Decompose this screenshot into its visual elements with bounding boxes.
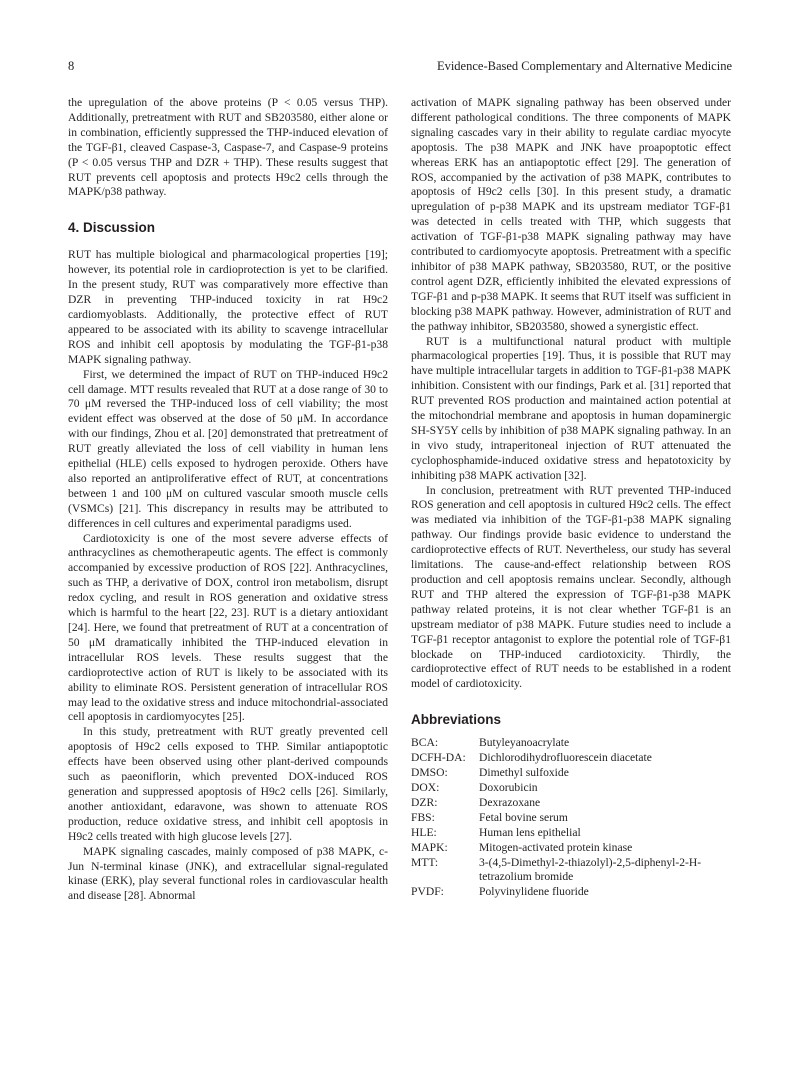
discussion-paragraph-5: MAPK signaling cascades, mainly composed of p38 MAPK, c-Jun N-terminal kinase (JNK), and extracellular signal-regulated kinase (ERK), play several functional roles in cardiovascular health and disease [28]. Abnormal [68, 844, 388, 903]
abbreviation-term: HLE: [411, 825, 437, 839]
abbreviation-row [411, 736, 731, 751]
page-header [68, 58, 732, 74]
abbreviation-row [411, 781, 731, 796]
left-column [68, 96, 388, 904]
abbreviation-row [411, 751, 731, 766]
abbreviation-definition: Human lens epithelial [479, 825, 581, 839]
page-number: 8 [68, 59, 75, 73]
abbreviation-definition: Dichlorodihydrofluorescein diacetate [479, 751, 652, 765]
abbreviation-term: MAPK: [411, 840, 448, 854]
discussion-paragraph-2: First, we determined the impact of RUT on THP-induced H9c2 cell damage. MTT results revealed that RUT at a dose range of 30 to 70 μM reversed the THP-induced loss of cell viability; the most evident effect was observed at the dose of 50 μM. In accordance with our findings, Zhou et al. [20] demonstrated that pretreatment of RUT greatly alleviated the loss of cell viability in human lens epithelial (HLE) cells exposed to hydrogen peroxide. Others have also reported an antiproliferative effect of RUT, at concentrations between 1 and 100 μM on cultured vascular smooth muscle cells (VSMCs) [21]. This discrepancy in results may be attributed to differences in cell cultures and experimental paradigms used. [68, 367, 388, 530]
abbreviation-term: DMSO: [411, 766, 448, 780]
journal-title: Evidence-Based Complementary and Alternative Medicine [436, 59, 732, 73]
results-paragraph-end: the upregulation of the above proteins (P < 0.05 versus THP). Additionally, pretreatment with RUT and SB203580, either alone or in combination, efficiently suppressed the THP-induced elevation of the TGF-β1, cleaved Caspase-3, Caspase-7, and Caspase-9 proteins (P < 0.05 versus THP and DZR + THP). These results suggest that RUT prevents cell apoptosis and protects H9c2 cells through the MAPK/p38 pathway. [68, 96, 388, 199]
discussion-paragraph-1: RUT has multiple biological and pharmacological properties [19]; however, its potential role in cardioprotection is yet to be clarified. In the present study, RUT was comparatively more effective than DZR in preventing THP-induced toxicity in rat H9c2 cardiomyoblasts. Additionally, the protective effect of RUT appeared to be associated with its ability to scavenge intracellular ROS and inhibit cell apoptosis by modulating the TGF-β1-p38 MAPK signaling pathway. [68, 248, 388, 366]
abbreviation-row [411, 856, 731, 886]
abbreviation-row [411, 796, 731, 811]
abbreviation-term: DOX: [411, 780, 440, 794]
abbreviation-term: PVDF: [411, 885, 444, 899]
right-column [411, 96, 731, 900]
discussion-heading: 4. Discussion [68, 220, 156, 236]
conclusion-paragraph: In conclusion, pretreatment with RUT prevented THP-induced ROS generation and cell apoptosis in cultured H9c2 cells. The effect was mediated via inhibition of the TGF-β1-p38 MAPK signaling pathway. Our findings provide basic evidence to understand the cardioprotective effects of RUT. Nevertheless, our study has several limitations. The cause-and-effect relationship between ROS production and cell apoptosis remains unclear. Secondly, although RUT and THP altered the expression of TGF-β1-p38 MAPK pathway related proteins, it is not clear whether TGF-β1 is an upstream mediator of p38 MAPK. Future studies need to include a TGF-β1 receptor antagonist to explore the potential role of TGF-β1 blockade on THP-induced cardiotoxicity. Thirdly, the cardioprotective effect of RUT needs to be established in a rodent model of cardiotoxicity. [411, 483, 731, 691]
abbreviation-definition: Dexrazoxane [479, 795, 541, 809]
abbreviation-term: DZR: [411, 795, 438, 809]
abbreviation-row [411, 826, 731, 841]
discussion-paragraph-7: RUT is a multifunctional natural product with multiple pharmacological properties [19]. Thus, it is possible that RUT may have multiple intracellular targets in addition to TGF-β1-p38 MAPK inhibition. Consistent with our findings, Park et al. [31] reported that RUT prevented ROS production and maintained action potential at the mitochondrial membrane and apoptosis in human dopaminergic SH-SY5Y cells by inhibition of p38 MAPK signaling pathway. In an in vivo study, intraperitoneal injection of RUT attenuated the cyclophosphamide-induced oxidative stress and hepatotoxicity by inhibiting p38 MAPK activation [32]. [411, 334, 731, 482]
abbreviation-term: DCFH-DA: [411, 751, 466, 765]
discussion-paragraph-6: activation of MAPK signaling pathway has been observed under different pathological conditions. The three components of MAPK signaling cascades vary in their ability to regulate cardiac myocyte apoptosis. The p38 MAPK and JNK have proapoptotic effect whereas ERK has an antiapoptotic effect [29]. The generation of ROS, accompanied by the activation of p38 MAPK, contributes to apoptosis of H9c2 cells [30]. In this present study, a dramatic upregulation of p-p38 MAPK and its upstream mediator TGF-β1 was detected in cells treated with THP, which suggests that activation of TGF-β1-p38 MAPK signaling pathway may have contributed to cardiomyocyte apoptosis. Pretreatment with a specific inhibitor of p38 MAPK pathway, SB203580, RUT, or the positive control agent DZR, efficiently inhibited the elevated expressions of TGF-β1 and p-p38 MAPK. It seems that RUT itself was sufficient in blocking p38 MAPK pathway. However, administration of RUT and the pathway inhibitor, SB203580, showed a synergistic effect. [411, 96, 731, 333]
abbreviation-term: FBS: [411, 810, 435, 824]
abbreviations-heading: Abbreviations [411, 712, 502, 728]
abbreviation-definition: 3-(4,5-Dimethyl-2-thiazolyl)-2,5-diphenyl-2-H-tetrazolium bromide [479, 855, 702, 884]
abbreviation-row [411, 766, 731, 781]
discussion-paragraph-4: In this study, pretreatment with RUT greatly prevented cell apoptosis of H9c2 cells exposed to THP. Similar antiapoptotic effects have been observed using other plant-derived compounds such as paeoniflorin, which prevented DOX-induced ROS generation and suppressed apoptosis of H9c2 cells [26]. Similarly, another antioxidant, edaravone, was shown to attenuate ROS production, reduce oxidative stress, and inhibit cell apoptosis in H9c2 cells treated with high glucose levels [27]. [68, 725, 388, 843]
abbreviation-term: MTT: [411, 855, 439, 869]
abbreviation-definition: Butyleyanoacrylate [479, 736, 570, 750]
abbreviation-row [411, 841, 731, 856]
abbreviations-list [411, 736, 731, 900]
abbreviation-definition: Mitogen-activated protein kinase [479, 840, 633, 854]
discussion-paragraph-3: Cardiotoxicity is one of the most severe adverse effects of anthracyclines as chemotherapeutic agents. The effect is commonly accompanied by excessive production of ROS [22]. Anthracyclines, such as THP, a derivative of DOX, control iron metabolism, disrupt redox cycling, and result in ROS generation and oxidative stress which is harmful to the heart [22, 23]. RUT is a dietary antioxidant [24]. Here, we found that pretreatment of RUT at a concentration of 50 μM dramatically inhibited the THP-induced elevation in intracellular ROS levels. These results suggest that the cardioprotective action of RUT is likely to be associated with its ability to eliminate ROS. Persistent generation of intracellular ROS may lead to the oxidative stress and induce mitochondrial-associated cell apoptosis in cardiomyocytes [25]. [68, 531, 388, 724]
abbreviation-term: BCA: [411, 736, 439, 750]
abbreviation-row [411, 811, 731, 826]
abbreviation-definition: Doxorubicin [479, 780, 538, 794]
abbreviation-definition: Fetal bovine serum [479, 810, 568, 824]
abbreviation-definition: Dimethyl sulfoxide [479, 766, 569, 780]
abbreviation-row [411, 885, 731, 900]
abbreviation-definition: Polyvinylidene fluoride [479, 885, 589, 899]
